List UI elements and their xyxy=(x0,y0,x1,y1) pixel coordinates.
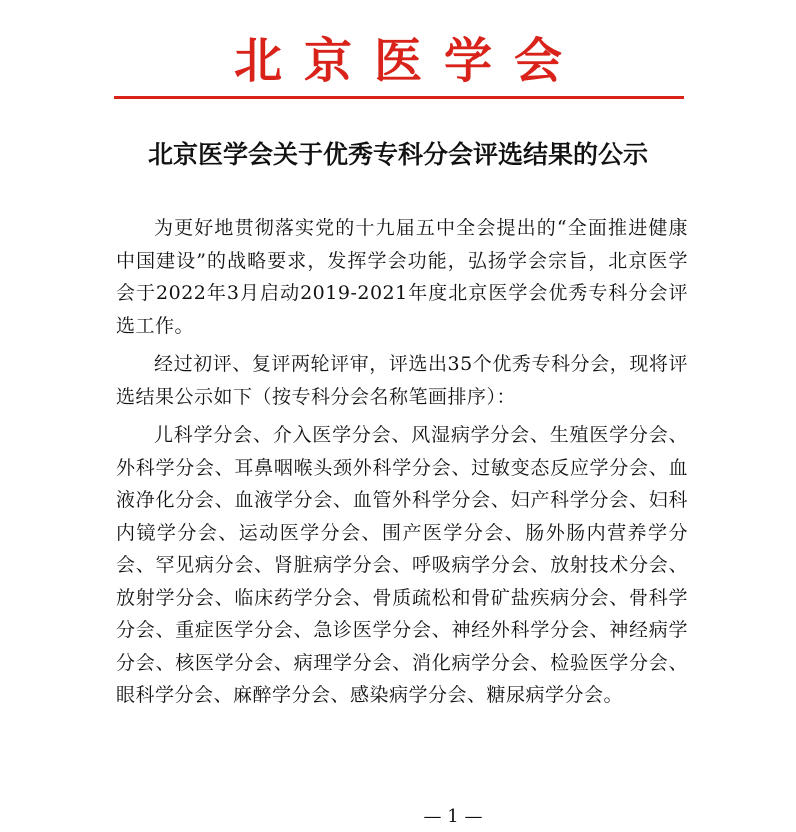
letterhead-organization: 北京医学会 xyxy=(233,33,584,89)
body-paragraph-branch-list: 儿科学分会、介入医学分会、风湿病学分会、生殖医学分会、外科学分会、耳鼻咽喉头颈外科学分会、过敏变态反应学分会、血液净化分会、血液学分会、血管外科学分会、妇产科学分会、妇科内镜学分会、运动医学分会、围产医学分会、肠外肠内营养学分会、罕见病分会、肾脏病学分会、呼吸病学分会、放射技术分会、放射学分会、临床药学分会、骨质疏松和骨矿盐疾病分会、骨科学分会、重症医学分会、急诊医学分会、神经外科学分会、神经病学分会、核医学分会、病理学分会、消化病学分会、检验医学分会、眼科学分会、麻醉学分会、感染病学分会、糖尿病学分会。 xyxy=(116,424,688,706)
body-paragraph-result: 经过初评、复评两轮评审，评选出35个优秀专科分会，现将评选结果公示如下（按专科分会名称笔画排序）： xyxy=(116,353,688,408)
body-paragraph-intro: 为更好地贯彻落实党的十九届五中全会提出的“全面推进健康中国建设”的战略要求，发挥学会功能，弘扬学会宗旨，北京医学会于2022年3月启动2019-2021年度北京医学会优秀专科分会评选工作。 xyxy=(116,217,688,337)
notice-body xyxy=(116,212,688,718)
notice-title: 北京医学会关于优秀专科分会评选结果的公示 xyxy=(147,140,648,169)
page-number: — 1 — xyxy=(423,806,483,827)
letterhead-red-rule xyxy=(114,96,684,99)
